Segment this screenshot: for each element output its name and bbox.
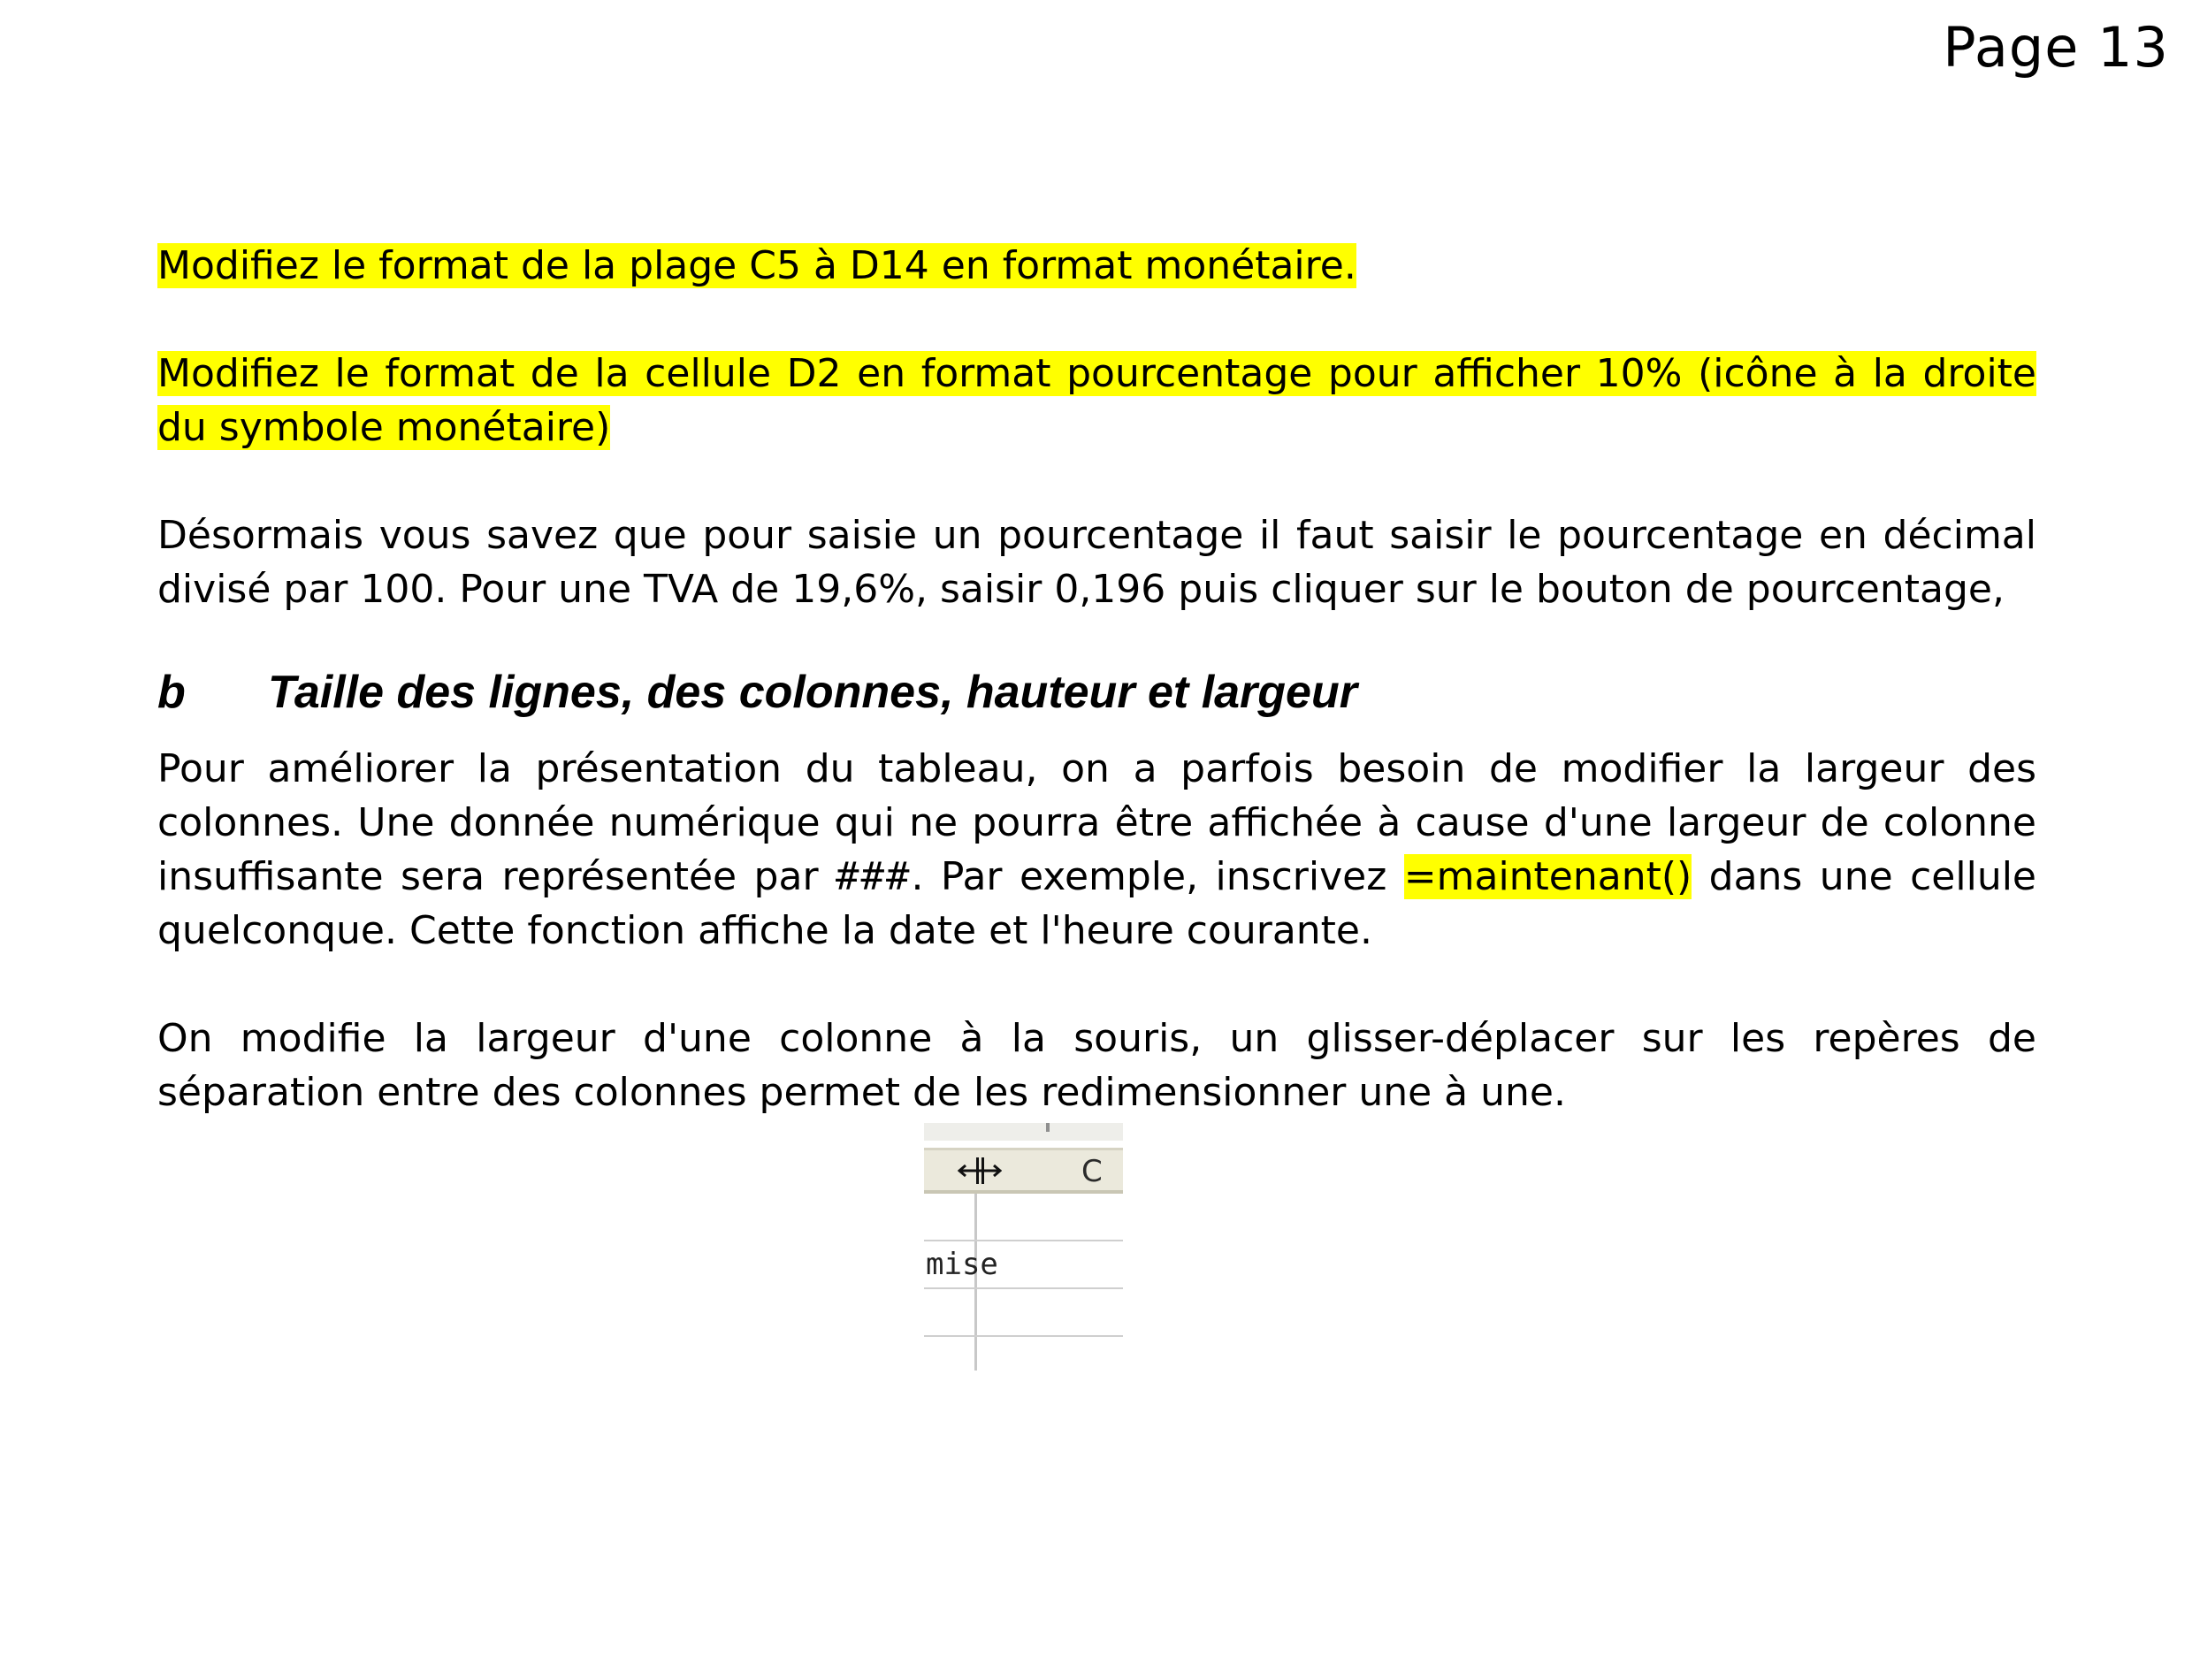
document-body [157, 239, 2036, 1119]
divider-tick [1046, 1123, 1050, 1132]
row-gridline [924, 1335, 1123, 1337]
column-separator [974, 1194, 977, 1371]
column-resize-cursor-icon [958, 1156, 1002, 1186]
page-number: Page 13 [1943, 15, 2169, 80]
hash-symbols: ### [835, 854, 912, 899]
text-run: Pour améliorer la présentation du tableau, on a parfois besoin de modifier la largeur des colonnes. Une donnée numérique qui ne pourra être affichée à cause d'une largeur de colonne insuffisante sera représentée par [157, 746, 2036, 899]
percentage-explanation: Désormais vous savez que pour saisie un pourcentage il faut saisir le pourcentage en décimal divisé par 100. Pour une TVA de 19,6%, saisir 0,196 puis cliquer sur le bouton de pourcentage, [157, 513, 2036, 612]
spreadsheet-column-resize-screenshot [924, 1123, 1123, 1388]
row-gridline [924, 1240, 1123, 1241]
screenshot-top-bar [924, 1123, 1123, 1141]
column-header-row [924, 1148, 1123, 1194]
instruction-percentage-format [157, 347, 2036, 454]
cell-text: mise [926, 1247, 998, 1282]
text-run: dans une cellule quelconque. Cette fonction affiche la date et l'heure courante. [157, 854, 2036, 953]
section-letter: b [157, 667, 186, 718]
formula-highlight: =maintenant() [1403, 854, 1692, 899]
highlighted-text: Modifiez le format de la plage C5 à D14 en format monétaire. [157, 243, 1356, 288]
highlighted-text: Modifiez le format de la cellule D2 en format pourcentage pour afficher 10% (icône à la droite du symbole monétaire) [157, 351, 2036, 450]
row-gridline [924, 1287, 1123, 1289]
column-width-paragraph [157, 742, 2036, 958]
mouse-resize-paragraph: On modifie la largeur d'une colonne à la souris, un glisser-déplacer sur les repères de séparation entre des colonnes permet de les redimensionner une à une. [157, 1016, 2036, 1115]
instruction-currency-format [157, 239, 2036, 293]
text-run: . Par exemple, inscrivez [911, 854, 1404, 899]
section-title: Taille des lignes, des colonnes, hauteur et largeur [268, 667, 1357, 718]
section-heading [157, 664, 2036, 721]
column-letter: C [1081, 1154, 1103, 1189]
